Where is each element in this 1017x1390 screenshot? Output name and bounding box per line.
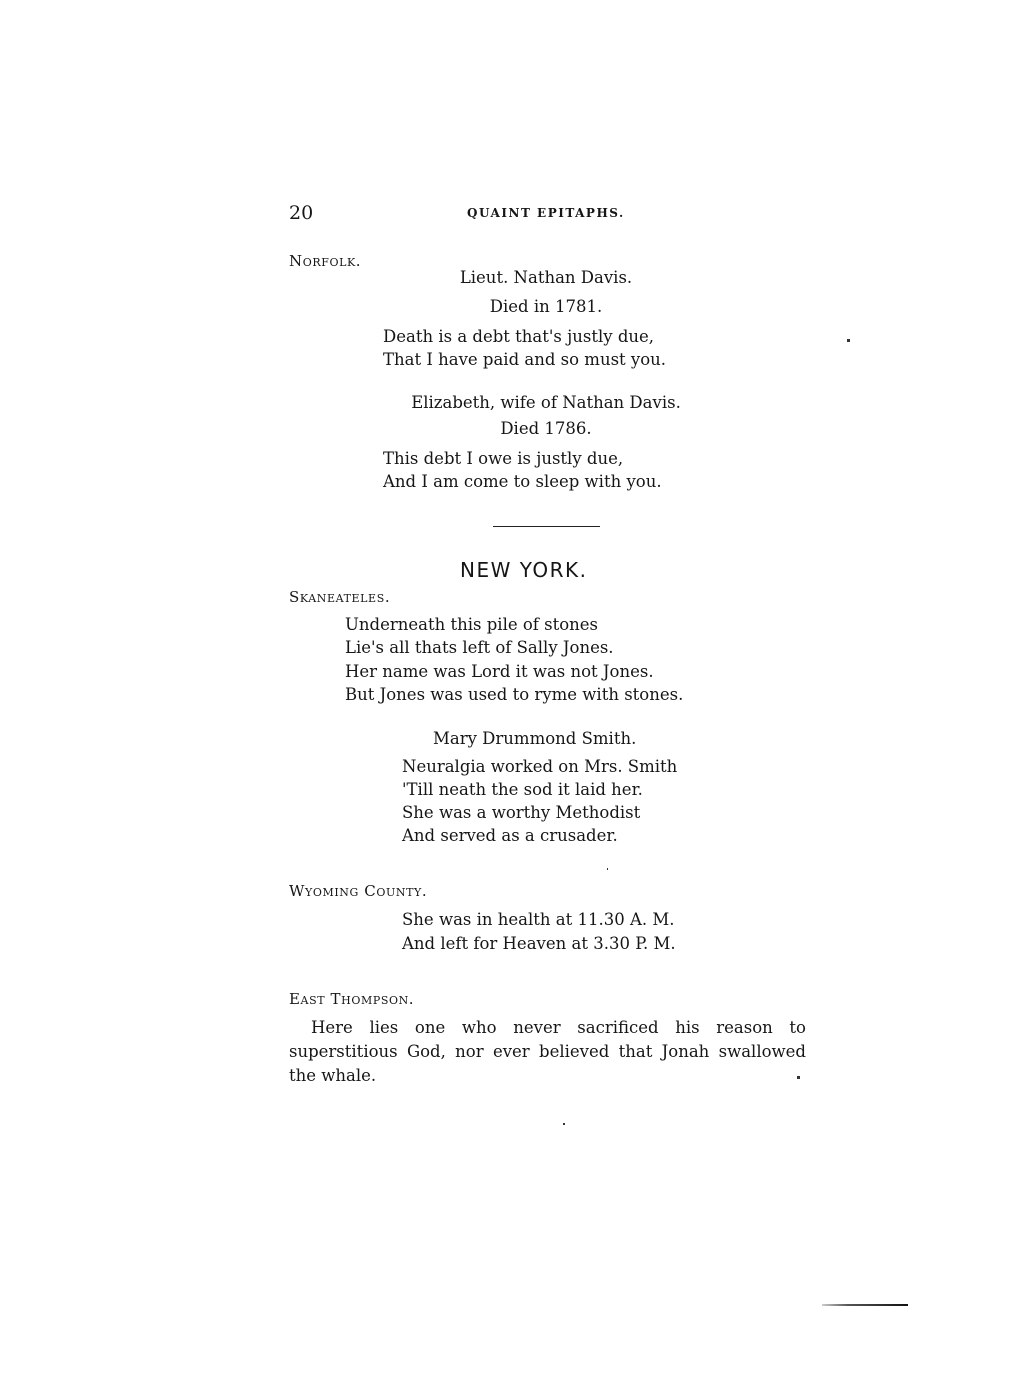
scan-artifact-line (822, 1304, 908, 1306)
epitaph-date: Died 1786. (500, 419, 592, 438)
place-heading-east-thompson: East Thompson. (289, 990, 415, 1008)
running-title: QUAINT EPITAPHS. (467, 206, 625, 220)
verse-line (402, 932, 676, 955)
epitaph-name: Lieut. Nathan Davis. (459, 268, 633, 287)
scan-speck (563, 1123, 565, 1125)
epitaph-name: Mary Drummond Smith. (433, 729, 637, 748)
time-marker: A. M. (629, 910, 675, 929)
verse-text: And left for Heaven at 3.30 (402, 934, 636, 953)
verse-text: She was in health at 11.30 (402, 910, 630, 929)
verse-line: But Jones was used to ryme with stones. (345, 685, 684, 704)
verse-line: Neuralgia worked on Mrs. Smith (402, 757, 678, 776)
verse-line: And served as a crusader. (402, 826, 618, 845)
scan-speck (607, 868, 608, 870)
epitaph-date: Died in 1781. (489, 297, 603, 316)
section-divider (493, 526, 600, 527)
verse-line: Death is a debt that's justly due, (383, 327, 655, 346)
scan-speck (797, 1076, 800, 1079)
verse-line (402, 908, 675, 931)
place-heading-wyoming-county: Wyoming County. (289, 882, 428, 900)
verse-line: This debt I owe is justly due, (383, 449, 624, 468)
page-number: 20 (289, 202, 314, 224)
verse-line: 'Till neath the sod it laid her. (402, 780, 643, 799)
verse-line: And I am come to sleep with you. (383, 472, 662, 491)
scan-speck (847, 339, 850, 342)
state-heading: NEW YORK. (460, 558, 588, 582)
verse-line: That I have paid and so must you. (383, 350, 667, 369)
epitaph-name: Elizabeth, wife of Nathan Davis. (411, 393, 681, 412)
verse-line: She was a worthy Methodist (402, 803, 641, 822)
verse-line: Her name was Lord it was not Jones. (345, 662, 654, 681)
place-heading-norfolk: Norfolk. (289, 252, 362, 270)
epitaph-prose: Here lies one who never sacrificed his reason to superstitious God, nor ever believed that Jonah swallowed the whale. (289, 1018, 806, 1085)
place-heading-skaneateles: Skaneateles. (289, 588, 391, 606)
verse-line: Lie's all thats left of Sally Jones. (345, 638, 614, 657)
verse-line: Underneath this pile of stones (345, 615, 599, 634)
time-marker: P. M. (635, 934, 676, 953)
